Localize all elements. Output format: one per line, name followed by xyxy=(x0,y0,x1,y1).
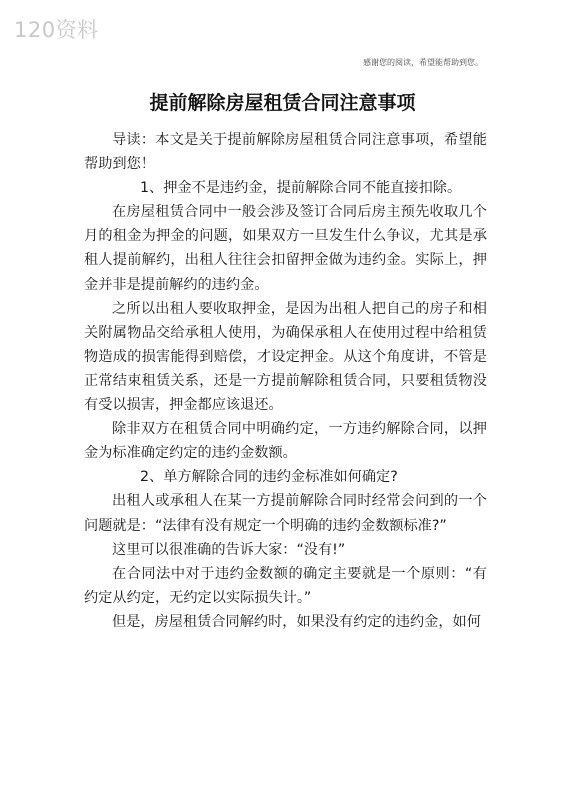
section-heading-2: 2、单方解除合同的违约金标准如何确定? xyxy=(140,469,398,486)
header-note: 感谢您的阅读，希望能帮助到您。 xyxy=(363,58,483,67)
paragraph-intro: 导读：本文是关于提前解除房屋租赁合同注意事项，希望能帮助到您！ xyxy=(84,132,487,173)
paragraph: 在房屋租赁合同中一般会涉及签订合同后房主预先收取几个月的租金为押金的问题，如果双方一旦发生什么争议，尤其是承租人提前解约，出租人往往会扣留押金做为违约金。实际上，押金并非是提前解约的违约金。 xyxy=(84,204,487,293)
document-body xyxy=(84,128,487,634)
paragraph: 除非双方在租赁合同中明确约定，一方违约解除合同，以押金为标准确定约定的违约金数额。 xyxy=(84,421,487,462)
paragraph: 出租人或承租人在某一方提前解除合同时经常会问到的一个问题就是：“法律有没有规定一个明确的违约金数额标准?” xyxy=(84,493,487,534)
document-title: 提前解除房屋租赁合同注意事项 xyxy=(149,92,416,114)
paragraph: 这里可以很准确的告诉大家：“没有!” xyxy=(112,541,346,558)
section-heading-1: 1、押金不是违约金，提前解除合同不能直接扣除。 xyxy=(140,180,462,197)
paragraph: 在合同法中对于违约金数额的确定主要就是一个原则：“有约定从约定，无约定以实际损失计。” xyxy=(84,565,487,606)
watermark: 120资料 xyxy=(14,18,99,42)
paragraph: 但是，房屋租赁合同解约时，如果没有约定的违约金，如何 xyxy=(112,613,481,630)
paragraph: 之所以出租人要收取押金，是因为出租人把自己的房子和相关附属物品交给承租人使用，为确保承租人在使用过程中给租赁物造成的损害能得到赔偿，才设定押金。从这个角度讲，不管是正常结束租赁关系，还是一方提前解除租赁合同，只要租赁物没有受以损害，押金都应该退还。 xyxy=(84,300,487,414)
